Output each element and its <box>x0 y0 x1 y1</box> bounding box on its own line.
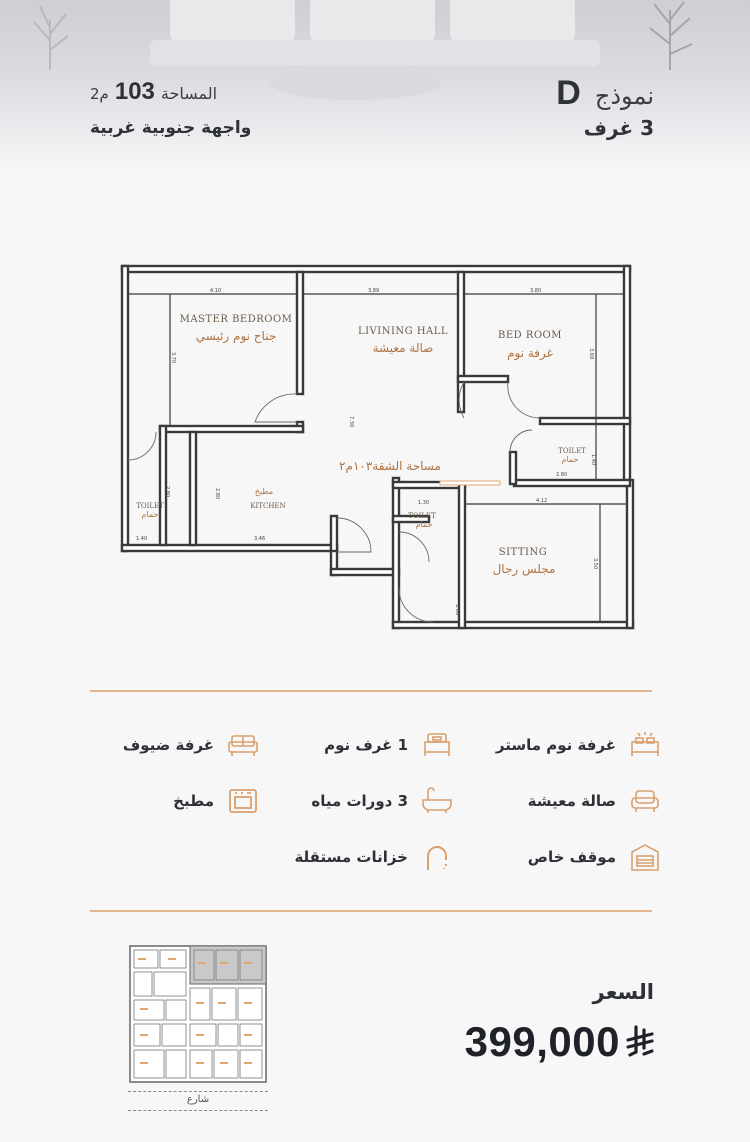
plant-icon <box>640 0 700 70</box>
feature-label: غرفة نوم ماستر <box>495 736 616 754</box>
room-label-toilet-right-ar: حمام <box>561 455 579 464</box>
sofa-icon <box>226 730 260 760</box>
area-value: 103 <box>114 78 155 105</box>
room-label-living-ar: صالة معيشة <box>372 341 434 355</box>
street-label: شارع <box>186 1094 210 1105</box>
model-letter: D <box>556 74 581 112</box>
feature-label: صالة معيشة <box>527 792 616 810</box>
feature-living-room <box>528 786 662 816</box>
dim-living-height: 7.30 <box>348 416 354 428</box>
room-label-toilet-left-en: TOILET <box>136 502 164 510</box>
floor-plan <box>100 248 660 668</box>
area-label: المساحة <box>160 84 218 103</box>
room-label-kitchen-ar: مطبخ <box>254 487 274 496</box>
master-bed-icon <box>628 730 662 760</box>
dim-sitting-width: 4.12 <box>536 498 548 504</box>
feature-bathrooms <box>311 786 454 816</box>
feature-water-tanks <box>294 842 454 872</box>
model-word: نموذج <box>594 82 654 110</box>
oven-icon <box>226 786 260 816</box>
coffee-table-illustration <box>270 66 440 100</box>
feature-label: 1 غرف نوم <box>324 736 408 754</box>
dim-sitting-height: 3.50 <box>592 558 598 570</box>
room-label-master-ar: جناح نوم رئيسي <box>195 329 277 343</box>
feature-label: غرفة ضيوف <box>122 736 214 754</box>
dim-kitchen-height: 2.80 <box>214 488 220 500</box>
dim-living-width: 3.89 <box>368 288 380 294</box>
garage-icon <box>628 842 662 872</box>
room-label-sitting-ar: مجلس رجال <box>492 562 556 576</box>
room-label-living-en: LIVINING HALL <box>357 326 449 337</box>
dim-master-height: 3.70 <box>170 352 176 364</box>
sofa-illustration <box>150 0 600 72</box>
room-label-bed-en: BED ROOM <box>497 330 563 341</box>
room-label-toilet-middle-en: TOILET <box>408 512 436 520</box>
feature-label: خزانات مستقلة <box>294 848 408 866</box>
model-title <box>556 74 654 110</box>
street-line-bottom <box>128 1110 268 1111</box>
divider-top <box>90 690 652 692</box>
area-unit: م2 <box>90 85 109 103</box>
area-info <box>90 78 217 106</box>
dim-toilet-left-width: 1.40 <box>136 536 148 542</box>
dim-toilet-left-height: 2.80 <box>164 486 170 498</box>
facade-direction: واجهة جنوبية غربية <box>90 118 252 138</box>
dim-bed-height: 3.69 <box>588 348 594 360</box>
room-label-master-en: MASTER BEDROOM <box>179 314 293 325</box>
price-label: السعر <box>592 980 654 1004</box>
feature-label: 3 دورات مياه <box>311 792 408 810</box>
armchair-icon <box>628 786 662 816</box>
plant-icon <box>20 0 80 70</box>
dim-master-width: 4.10 <box>210 288 222 294</box>
feature-master-bedroom <box>496 730 662 760</box>
bathtub-icon <box>420 786 454 816</box>
feature-kitchen <box>173 786 260 816</box>
apartment-area-label: مساحة الشقة١٠٣م٢ <box>339 459 441 473</box>
room-label-bed-ar: غرفة نوم <box>507 346 553 360</box>
dim-kitchen-width: 3.46 <box>254 536 266 542</box>
dim-toilet-right-width: 2.80 <box>556 472 568 478</box>
feature-guest-room <box>123 730 260 760</box>
price <box>465 1018 654 1066</box>
street-line-top <box>128 1091 268 1092</box>
dim-bed-width: 3.80 <box>530 288 542 294</box>
price-value: 399,000 <box>464 1018 620 1065</box>
feature-bedrooms <box>324 730 454 760</box>
header-banner <box>0 0 750 168</box>
dim-toilet-right-height: 1.40 <box>590 454 596 466</box>
rooms-count: 3 غرف <box>583 116 654 140</box>
room-label-toilet-left-ar: حمام <box>141 510 159 519</box>
room-label-kitchen-en: KITCHEN <box>250 502 286 510</box>
bed-icon <box>420 730 454 760</box>
room-label-toilet-middle-ar: حمام <box>415 520 433 529</box>
riyal-symbol-icon <box>626 1024 654 1060</box>
feature-label: موقف خاص <box>527 848 616 866</box>
dim-toilet-middle-width: 1.30 <box>418 500 430 506</box>
feature-private-parking <box>528 842 662 872</box>
dim-corridor-height: 1.00 <box>454 604 460 616</box>
site-plan-thumbnail <box>128 944 268 1084</box>
room-label-toilet-right-en: TOILET <box>558 447 586 455</box>
feature-label: مطبخ <box>173 792 214 810</box>
faucet-icon <box>420 842 454 872</box>
divider-bottom <box>90 910 652 912</box>
room-label-sitting-en: SITTING <box>498 547 548 558</box>
